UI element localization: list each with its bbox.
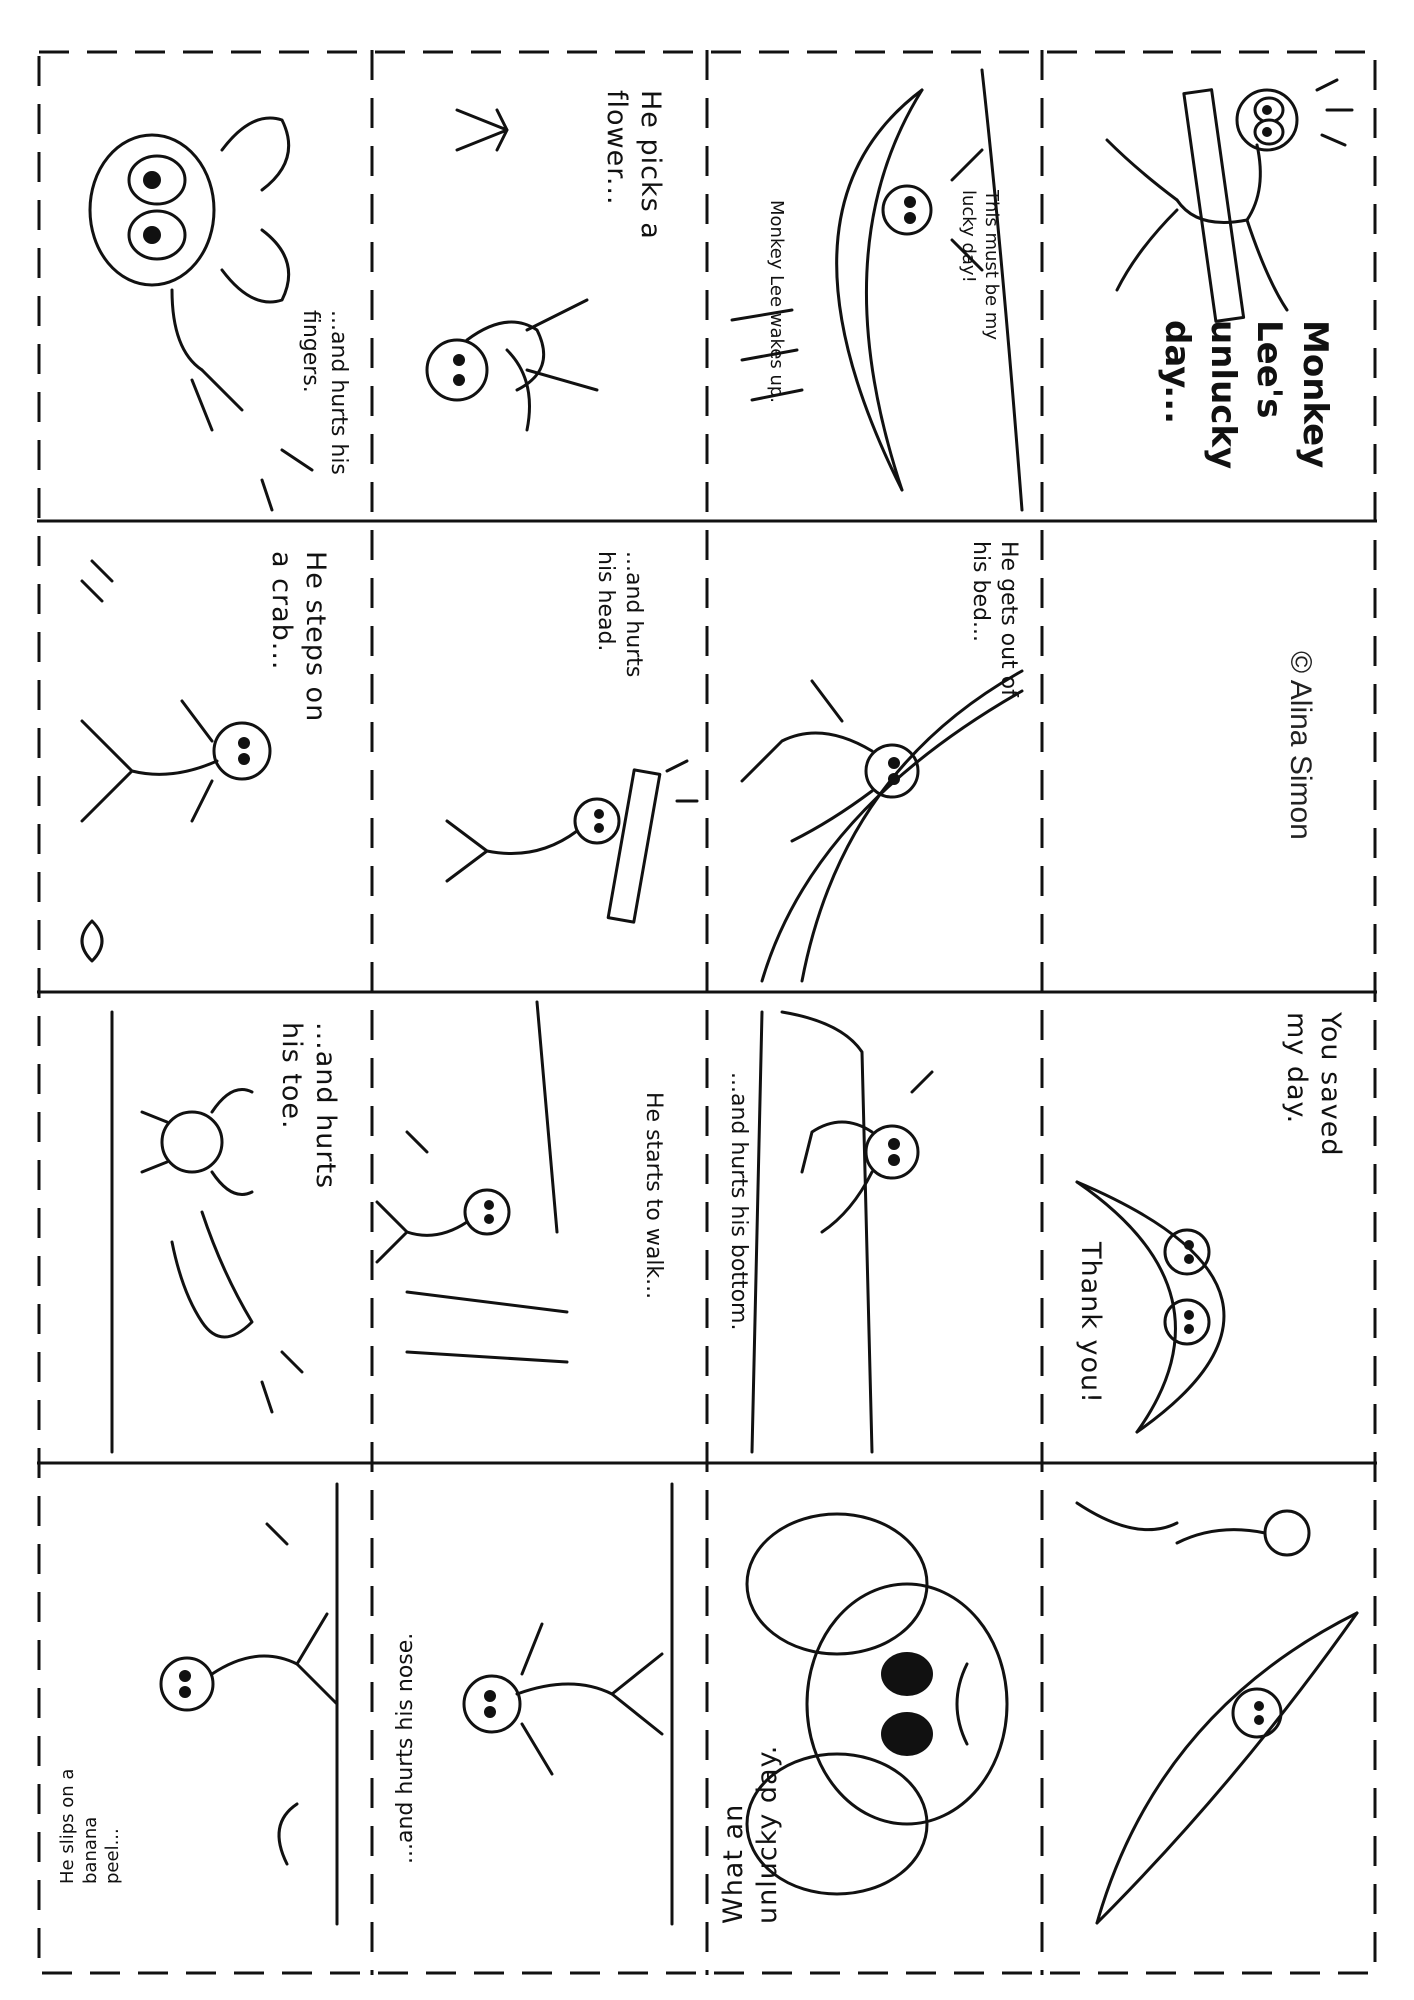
page-7-caption: ...and hurts his bottom. <box>726 1072 751 1331</box>
page-11-caption: ...and hurts his nose. <box>393 1632 418 1864</box>
page-panel-1 <box>707 50 1042 531</box>
page-2-caption: He picks a flower... <box>601 90 666 240</box>
author-credit: © Alina Simon <box>1284 651 1317 840</box>
page-panel-10 <box>707 1463 1042 1944</box>
page-panel-4 <box>707 521 1042 1002</box>
page-panel-5 <box>372 521 707 1002</box>
page-5-caption: ...and hurts his head. <box>593 551 646 678</box>
you-saved-my-day-text: You saved my day. <box>1281 1012 1346 1157</box>
monkey-in-hammock-waving-illustration <box>1042 1463 1377 1944</box>
closing-panel <box>1042 1463 1377 1944</box>
page-panel-12 <box>37 1463 372 1944</box>
page-12-caption: He slips on a banana peel... <box>57 1768 123 1884</box>
monkey-bed-on-head-illustration <box>372 521 707 1002</box>
page-panel-9 <box>37 992 372 1473</box>
page-panel-13 <box>1042 992 1377 1473</box>
page-panel-6 <box>37 521 372 1002</box>
page-8-caption: He starts to walk... <box>641 1092 666 1300</box>
page-6-caption: He steps on a crab... <box>266 551 331 723</box>
page-panel-3 <box>37 50 372 531</box>
page-9-caption: ...and hurts his toe. <box>276 1022 341 1190</box>
thank-you-text: Thank you! <box>1075 1242 1106 1404</box>
page-panel-7 <box>707 992 1042 1473</box>
credit-panel <box>1042 521 1377 1002</box>
page-10-caption: What an unlucky day. <box>718 1744 783 1924</box>
page-panel-8 <box>372 992 707 1473</box>
book-title: Monkey Lee's unlucky day... <box>1157 320 1335 470</box>
page-panel-2 <box>372 50 707 531</box>
monkey-hurt-nose-illustration <box>372 1463 707 1944</box>
page-1-speech: This must be my lucky day! <box>958 190 1002 341</box>
page-1-caption: Monkey Lee wakes up. <box>766 200 787 404</box>
cover-panel <box>1042 50 1377 531</box>
page-4-caption: He gets out of his bed... <box>968 541 1021 697</box>
page-panel-11 <box>372 1463 707 1944</box>
minibook-sheet <box>37 50 1377 1975</box>
page-3-caption: ...and hurts his fingers. <box>298 310 351 475</box>
monkey-falling-on-bottom-illustration <box>707 992 1042 1473</box>
